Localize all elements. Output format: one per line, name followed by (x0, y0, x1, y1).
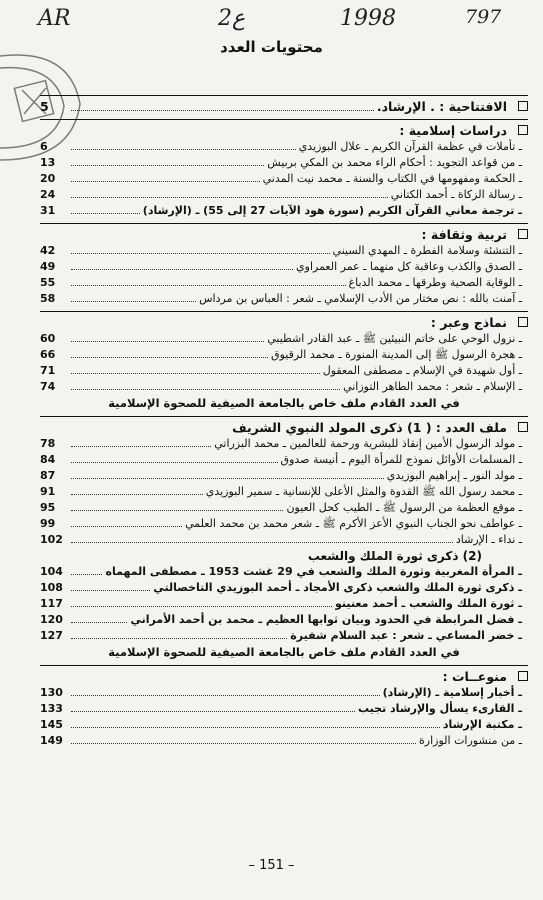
entry-title: ـ من منشورات الوزارة (419, 734, 522, 747)
leader-dots (71, 204, 140, 214)
toc-section (40, 223, 528, 311)
subsection-heading (40, 548, 528, 564)
leader-dots (71, 364, 320, 374)
leader-dots (71, 485, 203, 495)
table-of-contents (40, 95, 528, 753)
entry-page-number: 58 (40, 292, 56, 305)
leader-dots (71, 702, 355, 712)
toc-entry (40, 171, 528, 187)
entry-title: ـ محمد رسول الله ﷺ القدوة والمثل الأعلى للإنسانية ـ سمير البوزيدي (205, 485, 522, 498)
section-heading (40, 99, 528, 115)
leader-dots (71, 686, 380, 696)
entry-title: ـ الوقاية الصحية وطرقها ـ محمد الدباغ (348, 276, 522, 289)
toc-entry (40, 379, 528, 395)
leader-dots (71, 101, 374, 111)
toc-entry (40, 139, 528, 155)
entry-page-number: 95 (40, 501, 56, 514)
entry-title: ـ الصدق والكذب وعاقبة كل منهما ـ عمر العمراوي (296, 260, 522, 273)
entry-title: ـ ترجمة معاني القرآن الكريم (سورة هود الآيات 27 إلى 55) ـ (الإرشاد) (142, 204, 522, 217)
section-heading (40, 315, 528, 331)
entry-title: دراسات إسلامية : (399, 123, 507, 138)
entry-title: ـ ذكرى ثورة الملك والشعب ذكرى الأمجاد ـ أحمد البوزيدي التاخصالتي (153, 581, 522, 594)
leader-dots (71, 332, 264, 342)
leader-dots (71, 156, 264, 166)
toc-entry (40, 259, 528, 275)
entry-title: منوعــات : (442, 669, 507, 684)
section-heading (40, 227, 528, 243)
leader-dots (71, 453, 278, 463)
toc-entry (40, 628, 528, 644)
page-title: محتويات العدد (220, 38, 323, 56)
toc-entry (40, 532, 528, 548)
section-heading (40, 420, 528, 436)
toc-entry (40, 187, 528, 203)
leader-dots (71, 188, 388, 198)
toc-entry (40, 580, 528, 596)
toc-entry (40, 291, 528, 307)
entry-page-number: 20 (40, 172, 56, 185)
entry-page-number: 91 (40, 485, 56, 498)
entry-page-number: 127 (40, 629, 63, 642)
toc-entry (40, 155, 528, 171)
entry-title: ـ عواطف نحو الجناب النبوي الأعز الأكرم ﷺ ـ شعر محمد بن محمد العلمي (185, 517, 522, 530)
toc-entry (40, 331, 528, 347)
entry-page-number: 117 (40, 597, 63, 610)
entry-title: ـ هجرة الرسول ﷺ إلى المدينة المنورة ـ محمد الرقيوق (271, 348, 522, 361)
entry-page-number: 42 (40, 244, 56, 257)
entry-title: الافتتاحية : . الإرشاد. (376, 99, 507, 114)
entry-title: ـ أخبار إسلامية ـ (الإرشاد) (382, 686, 522, 699)
checkbox-icon (518, 229, 528, 239)
toc-entry (40, 275, 528, 291)
entry-title: ـ أول شهيدة في الإسلام ـ مصطفى المعقول (322, 364, 522, 377)
entry-title: ـ موقع العظمة من الرسول ﷺ ـ الطيب كحل العيون (286, 501, 522, 514)
toc-entry (40, 468, 528, 484)
section-heading (40, 669, 528, 685)
entry-page-number: 78 (40, 437, 56, 450)
entry-page-number: 120 (40, 613, 63, 626)
leader-dots (71, 734, 416, 744)
toc-section (40, 119, 528, 223)
toc-entry (40, 516, 528, 532)
entry-page-number: 133 (40, 702, 63, 715)
leader-dots (71, 292, 196, 302)
entry-page-number: 149 (40, 734, 63, 747)
toc-entry (40, 717, 528, 733)
toc-entry (40, 612, 528, 628)
toc-entry (40, 203, 528, 219)
toc-section (40, 95, 528, 119)
toc-entry (40, 701, 528, 717)
leader-dots (71, 501, 283, 511)
entry-title: ـ المرأة المغربية وثورة الملك والشعب في 29 غشت 1953 ـ مصطفى المهماه (105, 565, 522, 578)
entry-title: ـ الحكمة ومفهومها في الكتاب والسنة ـ محمد نيت المدني (262, 172, 522, 185)
entry-page-number: 145 (40, 718, 63, 731)
entry-page-number: 60 (40, 332, 56, 345)
toc-entry (40, 347, 528, 363)
entry-title: ـ الإسلام ـ شعر : محمد الطاهر التوزاني (343, 380, 522, 393)
entry-page-number: 99 (40, 517, 56, 530)
leader-dots (71, 629, 287, 639)
entry-title: ـ نداء ـ الإرشاد (455, 533, 522, 546)
leader-dots (71, 260, 293, 270)
toc-entry (40, 733, 528, 749)
leader-dots (71, 437, 211, 447)
entry-page-number: 31 (40, 204, 56, 217)
leader-dots (71, 517, 182, 527)
checkbox-icon (518, 125, 528, 135)
leader-dots (71, 469, 384, 479)
leader-dots (71, 244, 330, 254)
leader-dots (71, 172, 260, 182)
entry-page-number: 24 (40, 188, 56, 201)
toc-entry (40, 484, 528, 500)
entry-page-number: 74 (40, 380, 56, 393)
checkbox-icon (518, 422, 528, 432)
toc-entry (40, 452, 528, 468)
announcement-note: في العدد القادم ملف خاص بالجامعة الصيفية للصحوة الإسلامية (108, 396, 460, 410)
entry-page-number: 13 (40, 156, 56, 169)
handwritten-annotation: 1998 (340, 6, 396, 31)
entry-page-number: 5 (40, 99, 49, 114)
announcement-note: في العدد القادم ملف خاص بالجامعة الصيفية للصحوة الإسلامية (108, 645, 460, 659)
leader-dots (71, 597, 332, 607)
entry-page-number: 84 (40, 453, 56, 466)
toc-section (40, 416, 528, 665)
page-number: – 151 – (248, 858, 295, 873)
entry-title: ـ القارىء يسأل والإرشاد تجيب (358, 702, 522, 715)
leader-dots (71, 140, 296, 150)
entry-title: ـ خضر المساعي ـ شعر : عبد السلام شفيرة (290, 629, 522, 642)
leader-dots (71, 533, 453, 543)
entry-title: ـ من قواعد التجويد : أحكام الراء محمد بن المكي بربيش (267, 156, 522, 169)
leader-dots (71, 276, 346, 286)
entry-page-number: 87 (40, 469, 56, 482)
entry-title: ملف العدد : ( 1) ذكرى المولد النبوي الشريف (232, 420, 507, 435)
section-heading (40, 123, 528, 139)
entry-page-number: 55 (40, 276, 56, 289)
entry-page-number: 108 (40, 581, 63, 594)
entry-title: ـ آمنت بالله : نص مختار من الأدب الإسلامي ـ شعر : العباس بن مرداس (199, 292, 522, 305)
toc-entry (40, 685, 528, 701)
toc-section (40, 665, 528, 753)
entry-title: ـ مكتبة الإرشاد (442, 718, 522, 731)
toc-entry (40, 243, 528, 259)
entry-page-number: 130 (40, 686, 63, 699)
leader-dots (71, 718, 440, 728)
leader-dots (71, 380, 340, 390)
handwritten-annotation: AR (38, 6, 71, 31)
checkbox-icon (518, 317, 528, 327)
entry-page-number: 66 (40, 348, 56, 361)
toc-entry (40, 436, 528, 452)
entry-title: ـ نزول الوحي على خاتم النبيئين ﷺ ـ عبد القادر اشطيبي (267, 332, 522, 345)
leader-dots (71, 613, 127, 623)
toc-entry (40, 564, 528, 580)
entry-title: ـ فضل المرابطة في الحدود وبيان ثوابها العظيم ـ محمد بن أحمد الأمراني (130, 613, 522, 626)
entry-title: ـ المسلمات الأوائل نموذج للمرأة اليوم ـ أنيسة صدوق (280, 453, 522, 466)
entry-title: (2) ذكرى ثورة الملك والشعب (307, 549, 482, 563)
toc-entry (40, 363, 528, 379)
leader-dots (71, 581, 150, 591)
entry-title: نماذج وعبر : (430, 315, 507, 330)
checkbox-icon (518, 101, 528, 111)
toc-section (40, 311, 528, 416)
entry-title: ـ التنشئة وسلامة الفطرة ـ المهدي السيني (332, 244, 522, 257)
entry-title: ـ رسالة الزكاة ـ أحمد الكتاني (390, 188, 522, 201)
entry-page-number: 6 (40, 140, 48, 153)
entry-page-number: 104 (40, 565, 63, 578)
toc-entry (40, 596, 528, 612)
entry-page-number: 49 (40, 260, 56, 273)
leader-dots (71, 565, 102, 575)
entry-title: ـ ثورة الملك والشعب ـ أحمد معنينو (335, 597, 522, 610)
entry-title: ـ تأملات في عظمة القرآن الكريم ـ علال البوزيدي (298, 140, 522, 153)
leader-dots (71, 348, 268, 358)
entry-page-number: 71 (40, 364, 56, 377)
toc-entry (40, 500, 528, 516)
entry-page-number: 102 (40, 533, 63, 546)
entry-title: ـ مولد النور ـ إبراهيم البوزيدي (386, 469, 522, 482)
checkbox-icon (518, 671, 528, 681)
handwritten-annotation: 2ع (218, 6, 246, 31)
entry-title: ـ مولد الرسول الأمين إنقاذ للبشرية ورحمة للعالمين ـ محمد البزراتي (214, 437, 522, 450)
handwritten-annotation: 797 (465, 6, 502, 28)
entry-title: تربية وثقافة : (421, 227, 507, 242)
